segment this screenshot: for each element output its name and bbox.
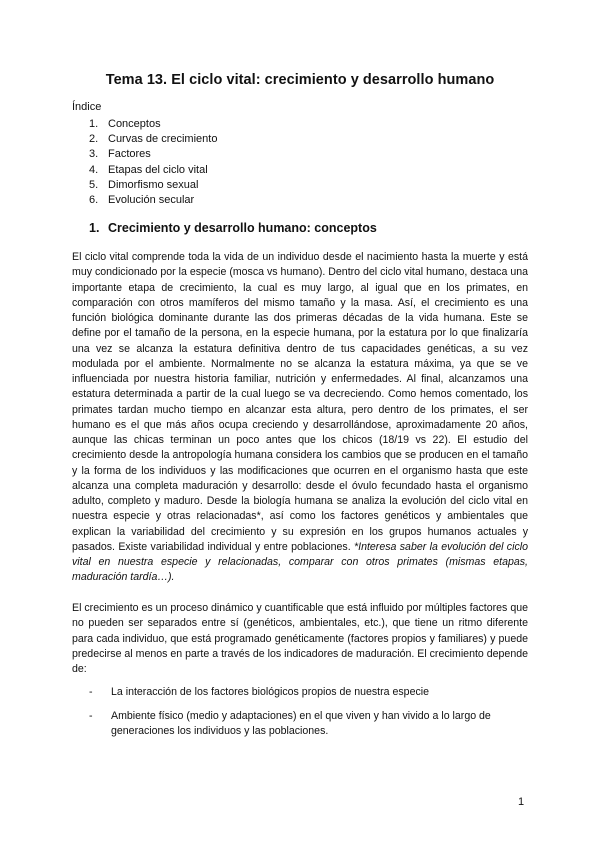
body-paragraph: El crecimiento es un proceso dinámico y cuantificable que está influido por múltiples factores que no pueden ser separados entre sí (genéticos, ambientales, etc.), que tiene un ritmo diferente para cada individuo, que está programado genéticamente (factores propios y familiares) y puede predecirse al menos en parte a través de los indicadores de maduración. El crecimiento depende de: — [72, 602, 528, 675]
toc-item: 5. Dimorfismo sexual — [89, 178, 199, 191]
toc-item: 2. Curvas de crecimiento — [89, 133, 218, 146]
page-number: 1 — [518, 796, 525, 808]
table-of-contents — [89, 117, 217, 208]
list-item: - La interacción de los factores biológicos propios de nuestra especie — [89, 686, 430, 698]
italic-note: *Interesa saber la evolución del ciclo vital en nuestra especie y relacionadas, comparar con otros primates (mismas etapas, maduración tardía…). — [72, 540, 528, 584]
section-heading: 1. Crecimiento y desarrollo humano: conceptos — [89, 221, 377, 235]
toc-item: 1. Conceptos — [89, 118, 161, 130]
bullet-list — [89, 685, 529, 700]
bullet-list — [89, 709, 529, 740]
body-paragraph: El ciclo vital comprende toda la vida de un individuo desde el nacimiento hasta la muerte y está muy condicionado por la especie (mosca vs humano). Dentro del ciclo vital humano, destaca una importante etapa de crecimiento, la cual es muy largo, al igual que en los primates, en comparación con otros mamíferos del mismo tamaño y la masa. Así, el crecimiento es una función biológica dominante durante las dos primeras décadas de la vida humana. Este se define por el tamaño de la persona, en la especie humana, por la estatura por lo que finalizaría una vez se alcanza la estatura definitiva dentro de tus capacidades genéticas, a su vez modulada por el ambiente. Normalmente no se alcanza la estatura máxima, ya que se ve influenciada por nuestra historia familiar, nutrición y enfermedades. Al final, alcanzamos una estatura determinada a partir de la cual luego se va decreciendo. Como hemos comentado, los primates tardan mucho tiempo en alcanzar esta altura, pero dentro de los primates, el ser humano es el que más años ocupa creciendo y desarrollándose, aproximadamente 20 años, aunque las chicas terminan un poco antes que los chicos (18/19 vs 22). El estudio del crecimiento desde la antropología humana considera los cambios que se producen en el tamaño y la forma de los individuos y las modificaciones que ocurren en el organismo hasta que este alcanza una completa maduración y desarrollo: desde el óvulo fecundado hasta el organismo adulto, completo y maduro. Desde la biología humana se analiza la evolución del ciclo vital en nuestra especie y otras relacionadas*, así como los factores genéticos y ambientales que explican la variabilidad del crecimiento y su expresión en los grupos humanos actuales y pasados. Existe variabilidad individual y entre poblaciones. *Interesa saber la evolución del ciclo vital en nuestra especie y relacionadas, comparar con otros primates (mismas etapas, maduración tardía…). — [72, 251, 528, 584]
list-item: - Ambiente físico (medio y adaptaciones) en el que viven y han vivido a lo largo de generaciones los individuos y las poblaciones. — [89, 710, 491, 738]
index-label: Índice — [72, 101, 102, 113]
toc-item: 4. Etapas del ciclo vital — [89, 163, 208, 176]
document-title: Tema 13. El ciclo vital: crecimiento y desarrollo humano — [105, 72, 495, 88]
toc-item: 3. Factores — [89, 148, 151, 161]
toc-item: 6. Evolución secular — [89, 193, 195, 206]
